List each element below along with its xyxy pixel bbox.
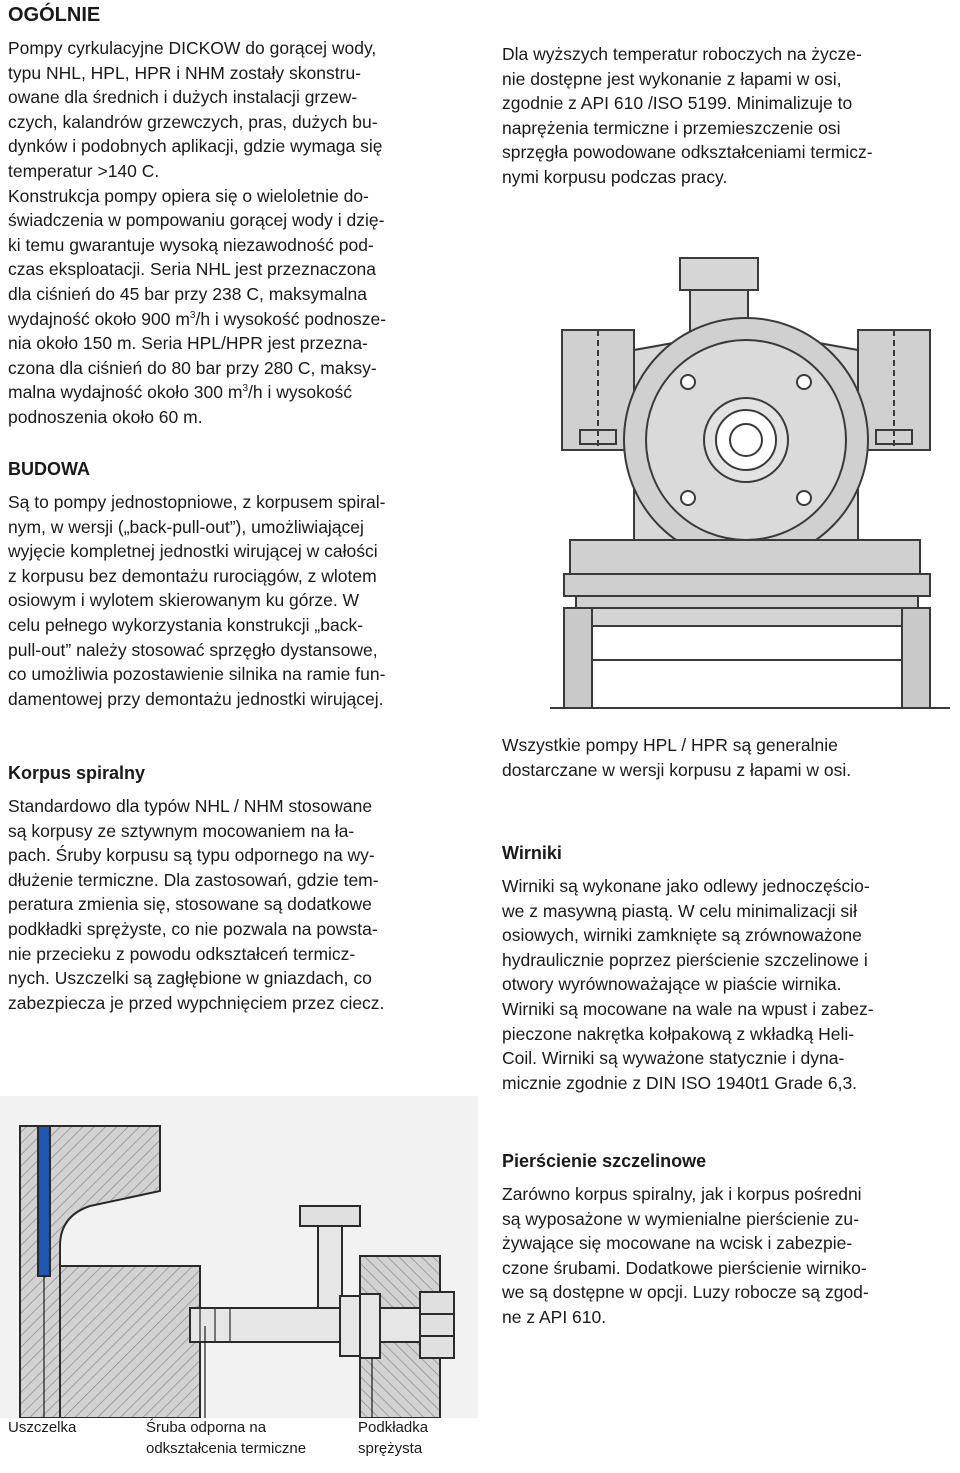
text-line: czych, kalandrów grzewczych, pras, dużych bu-	[8, 111, 378, 132]
section-right-intro	[502, 42, 952, 190]
text-line: pieczone nakrętka kołpakową z wkładką Heli-	[502, 1023, 855, 1044]
text-line: ne z API 610.	[502, 1306, 607, 1327]
text-line: nych. Uszczelki są zagłębione w gniazdach, co	[8, 968, 372, 989]
caption-podkladka	[358, 1417, 428, 1459]
text-line: osiowych, wirniki zamknięte są zrównoważone	[502, 925, 862, 946]
text-line: Coil. Wirniki są wyważone statycznie i dyna-	[502, 1048, 845, 1069]
section-ogolnie	[8, 4, 478, 430]
text-line: świadczenia w pompowaniu gorącej wody i dzię-	[8, 210, 385, 231]
text-line: wyjęcie kompletnej jednostki wirującej w całości	[8, 541, 378, 562]
text-line: naprężenia termiczne i przemieszczenie osi	[502, 117, 841, 138]
text-line: podnoszenia około 60 m.	[8, 406, 203, 427]
text-fragment: /h i wysokość	[248, 382, 353, 403]
section-body	[8, 794, 478, 1015]
text-line: nymi korpusu podczas pracy.	[502, 166, 728, 187]
text-line: są korpusy ze sztywnym mocowaniem na ła-	[8, 820, 355, 841]
section-hpl-note	[502, 733, 952, 782]
text-line: podkładki sprężyste, co nie pozwala na powsta-	[8, 918, 378, 939]
text-line: zgodnie z API 610 /ISO 5199. Minimalizuje to	[502, 93, 853, 114]
section-heading: Pierścienie szczelinowe	[502, 1151, 707, 1171]
section-wirniki	[502, 843, 952, 1095]
text-line: Wszystkie pompy HPL / HPR są generalnie	[502, 735, 838, 755]
text-line: co umożliwia pozostawienie silnika na ramie fun-	[8, 664, 386, 685]
section-heading: Korpus spiralny	[8, 763, 146, 783]
section-body	[8, 36, 478, 430]
section-body	[8, 490, 478, 711]
text-line: sprzęgła powodowane odkształceniami termicz-	[502, 142, 873, 163]
section-body	[502, 42, 952, 190]
text-line: czas eksploatacji. Seria NHL jest przeznaczona	[8, 259, 376, 280]
text-fragment: wydajność około 900 m	[8, 308, 190, 329]
text-line: nia około 150 m. Seria HPL/HPR jest przezna-	[8, 333, 368, 354]
text-line: nym, w wersji („back-pull-out”), umożliwiającej	[8, 516, 364, 537]
text-line: czone śrubami. Dodatkowe pierścienie wirniko-	[502, 1257, 867, 1278]
section-body	[502, 1182, 952, 1330]
text-line: z korpusu bez demontażu rurociągów, z wlotem	[8, 565, 377, 586]
text-line: we są dostępne w opcji. Luzy robocze są zgod-	[502, 1282, 869, 1303]
text-line: Konstrukcja pompy opiera się o wieloletnie do-	[8, 185, 369, 206]
text-line	[8, 307, 478, 332]
text-line: Wirniki są mocowane na wale na wpust i zabez-	[502, 998, 874, 1019]
text-line: Dla wyższych temperatur roboczych na życze-	[502, 44, 862, 64]
text-line: Pompy cyrkulacyjne DICKOW do gorącej wody,	[8, 38, 377, 58]
text-line: typu NHL, HPL, HPR i NHM zostały skonstru-	[8, 62, 362, 83]
text-line: osiowym i wylotem skierowanym ku górze. W	[8, 590, 360, 611]
caption-uszczelka	[8, 1417, 76, 1438]
superscript: 3	[189, 309, 196, 321]
caption-line: odkształcenia termiczne	[146, 1440, 307, 1457]
text-line: zabezpiecza je przed wypchnięciem przez ciecz.	[8, 992, 385, 1013]
superscript: 3	[242, 383, 248, 395]
section-pierscienie	[502, 1151, 952, 1330]
section-heading: BUDOWA	[8, 459, 90, 479]
casing-bolt-section-drawing	[0, 1096, 478, 1418]
text-line: Zarówno korpus spiralny, jak i korpus pośredni	[502, 1184, 862, 1204]
section-korpus	[8, 763, 478, 1015]
text-line: celu pełnego wykorzystania konstrukcji „back-	[8, 614, 364, 635]
text-line: otwory wyrównoważające w piaście wirnika.	[502, 974, 842, 995]
section-budowa	[8, 459, 478, 711]
text-line: nie dostępne jest wykonanie z łapami w osi,	[502, 68, 842, 89]
text-line: pull-out” należy stosować sprzęgło dystansowe,	[8, 639, 378, 660]
text-line: we z masywną piastą. W celu minimalizacji sił	[502, 900, 857, 921]
text-line: ki temu gwarantuje wysoką niezawodność pod-	[8, 234, 374, 255]
caption-line: sprężysta	[358, 1440, 423, 1457]
text-line	[8, 380, 478, 405]
text-line: Standardowo dla typów NHL / NHM stosowane	[8, 796, 373, 816]
text-line: owane dla średnich i dużych instalacji grzew-	[8, 87, 358, 108]
text-line: nie przecieku z powodu odkształceń termicz-	[8, 943, 356, 964]
text-line: temperatur >140 C.	[8, 160, 160, 181]
text-line: peratura zmienia się, stosowane są dodatkowe	[8, 894, 372, 915]
text-line: są wyposażone w wymienialne pierścienie zu-	[502, 1208, 859, 1229]
text-fragment: malna wydajność około 300 m	[8, 382, 243, 403]
section-body	[502, 874, 952, 1095]
text-fragment: /h i wysokość podnosze-	[195, 308, 387, 329]
text-line: pach. Śruby korpusu są typu odpornego na wy-	[8, 845, 375, 866]
text-line: hydraulicznie poprzez pierścienie szczelinowe i	[502, 949, 868, 970]
text-line: Wirniki są wykonane jako odlewy jednoczęścio-	[502, 876, 870, 896]
text-line: damentowej przy demontażu jednostki wirującej.	[8, 688, 384, 709]
caption-line: Śruba odporna na	[146, 1419, 267, 1436]
text-line: dynków i podobnych aplikacji, gdzie wymaga się	[8, 136, 383, 157]
pump-front-view-drawing	[540, 240, 958, 715]
section-heading: Wirniki	[502, 843, 562, 863]
text-line: dostarczane w wersji korpusu z łapami w osi.	[502, 759, 852, 780]
section-body	[502, 733, 952, 782]
text-line: Są to pompy jednostopniowe, z korpusem spiral-	[8, 492, 386, 512]
section-heading: OGÓLNIE	[8, 4, 101, 26]
text-line: czona dla ciśnień do 80 bar przy 280 C, maksy-	[8, 357, 377, 378]
caption-sruba	[146, 1417, 306, 1459]
caption-line: Uszczelka	[8, 1419, 77, 1436]
text-line: żywające się mocowane na wcisk i zabezpie-	[502, 1233, 853, 1254]
text-line: dłużenie termiczne. Dla zastosowań, gdzie tem-	[8, 869, 379, 890]
text-line: micznie zgodnie z DIN ISO 1940t1 Grade 6,3.	[502, 1072, 858, 1093]
text-line: dla ciśnień do 45 bar przy 238 C, maksymalna	[8, 283, 367, 304]
caption-line: Podkładka	[358, 1419, 429, 1436]
